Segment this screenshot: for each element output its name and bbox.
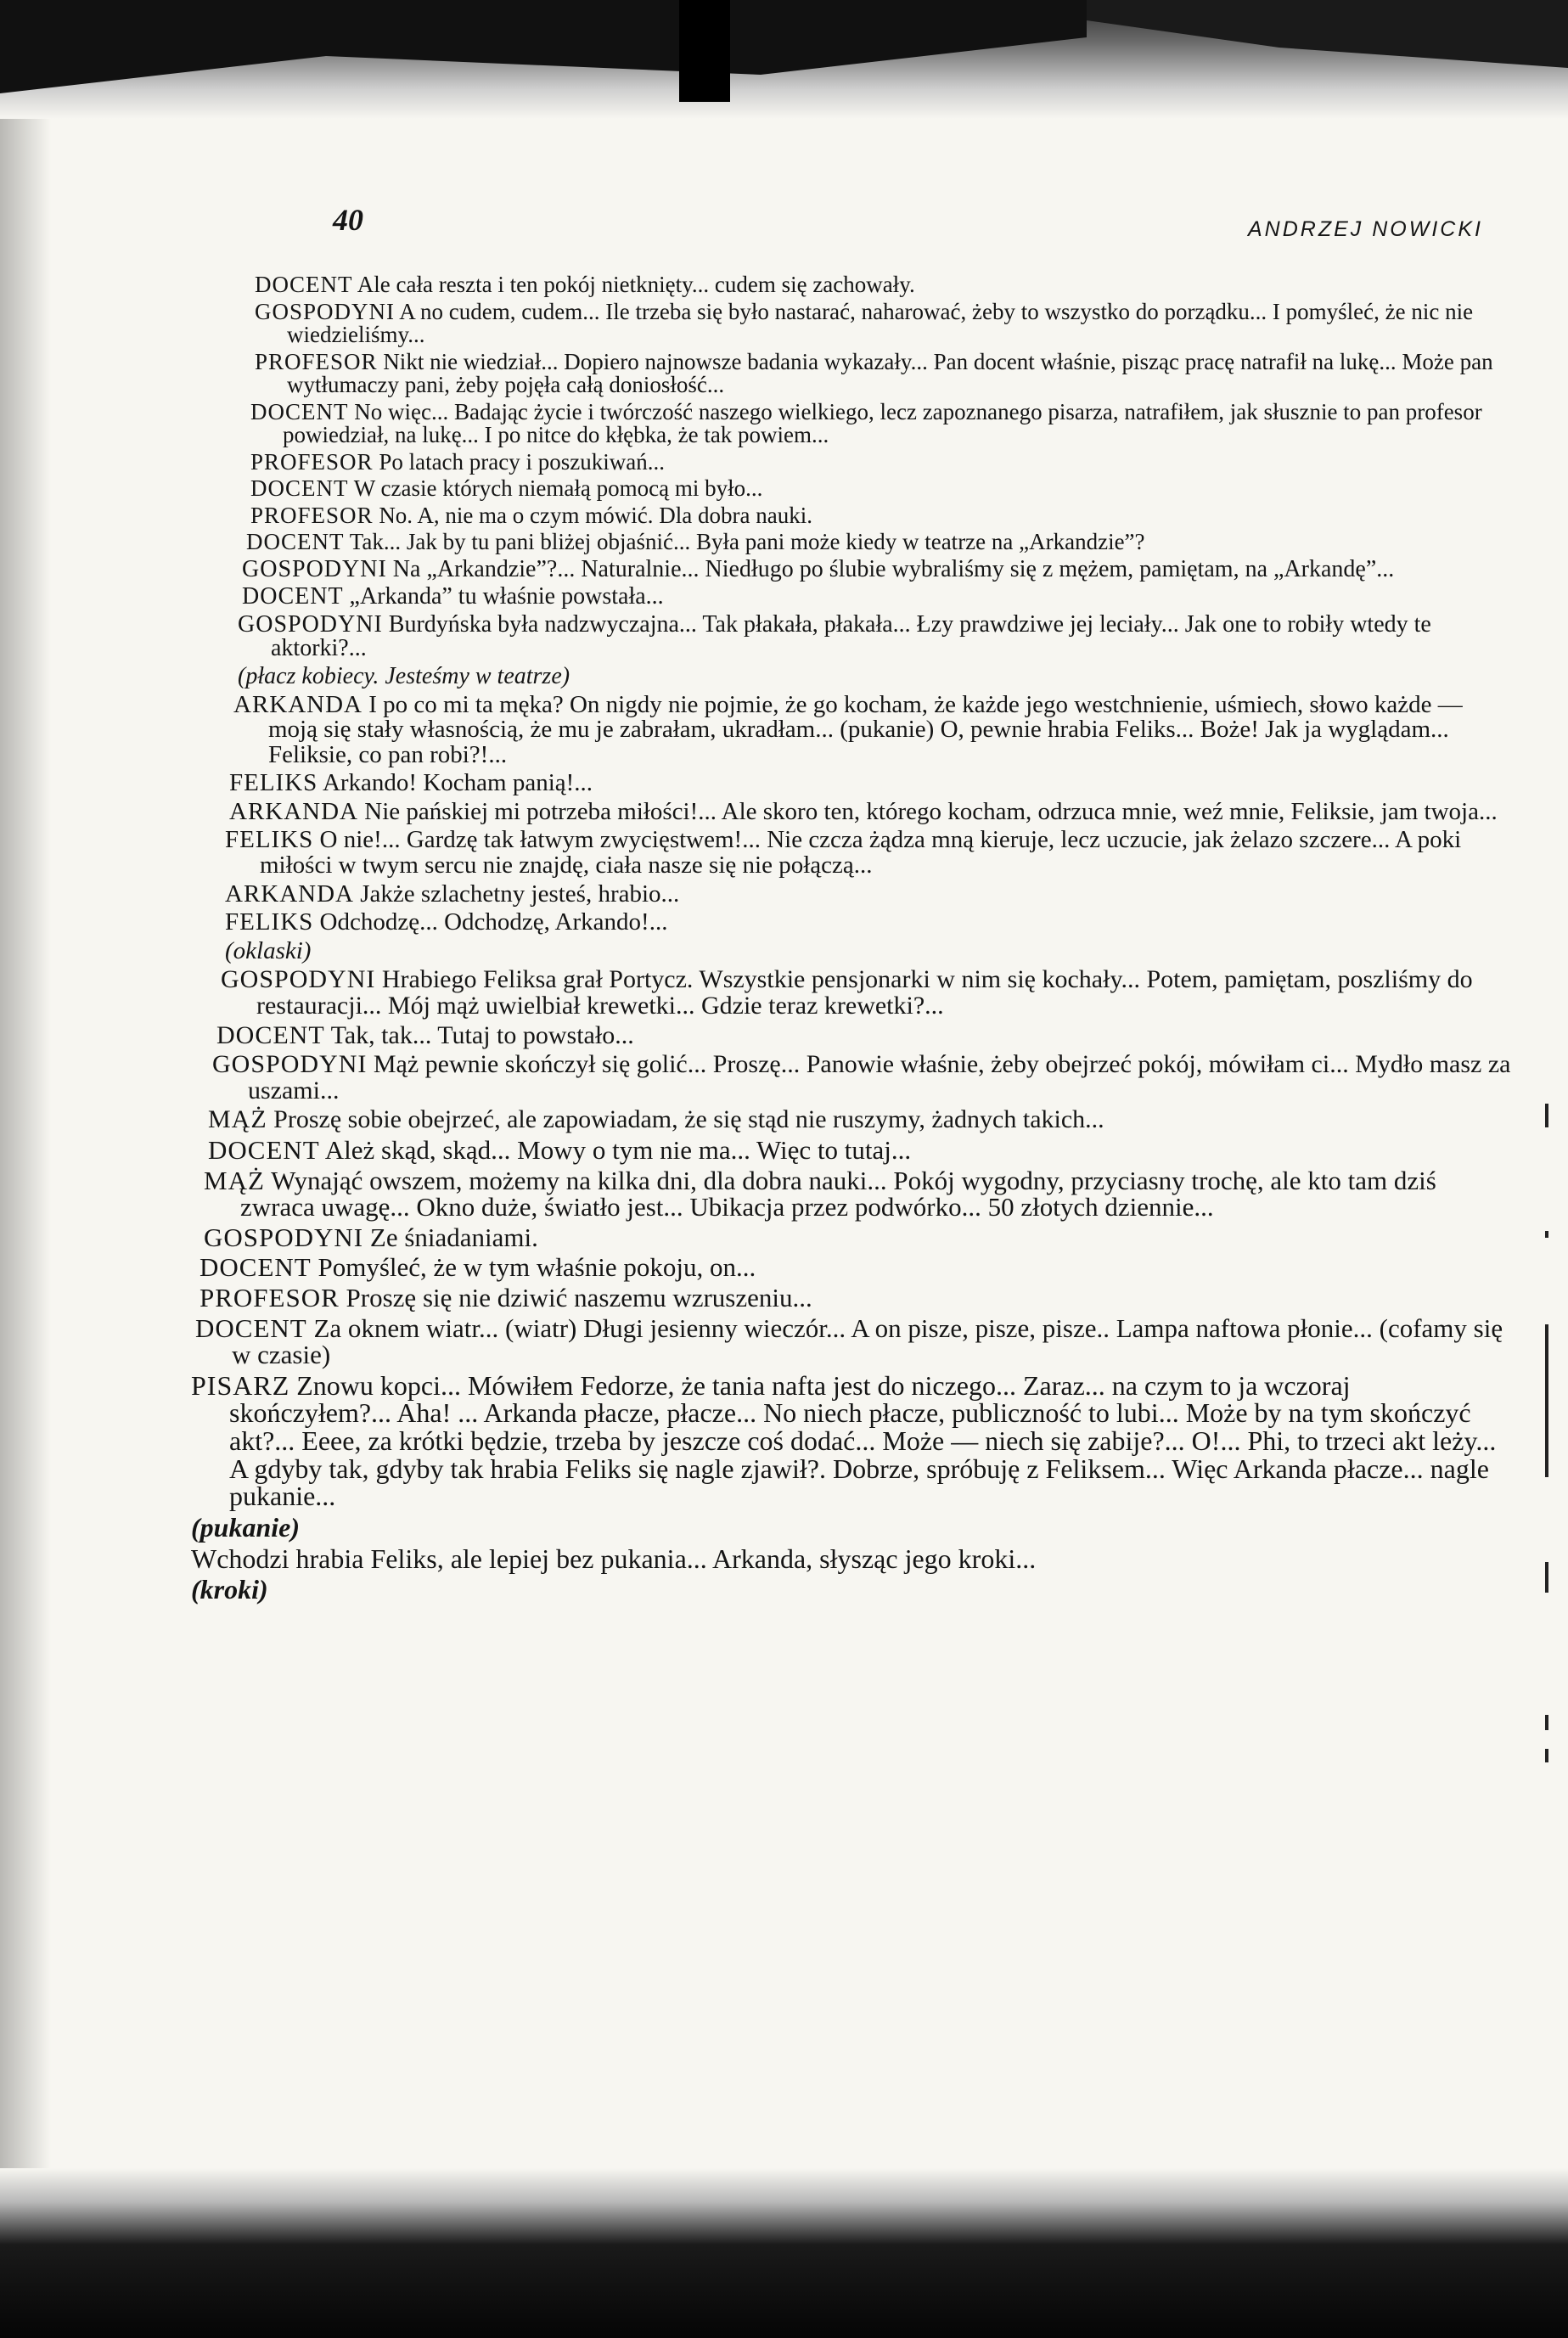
dialogue-text: Wchodzi hrabia Feliks, ale lepiej bez pukania... Arkanda, słysząc jego kroki... [191,1543,1037,1574]
dialogue-text: No. A, nie ma o czym mówić. Dla dobra nauki. [379,502,812,528]
speaker-name: FELIKS [225,908,314,936]
dialogue-paragraph [225,882,1511,908]
dialogue-text: Znowu kopci... Mówiłem Fedorze, że tania nafta jest do niczego... Zaraz... na czym to ja wczoraj skończyłem?... Aha! ... Arkanda płacze, płacze... No niech płacze, publiczność to lubi... Może by na tym skończyć akt?... Eeee, za krótki będzie, trzeba by jeszcze coś dodać... Może — niech się zabije?... O!... Phi, to trzeci akt leży... A gdyby tak, gdyby tak hrabia Feliks się nagle zjawił?. Dobrze, spróbuję z Feliksem... Więc Arkanda płacze... nagle pukanie... [229,1369,1497,1512]
speaker-name: DOCENT [250,475,349,502]
dialogue-text: Nikt nie wiedział... Dopiero najnowsze badania wykazały... Pan docent właśnie, pisząc pracę natrafił na lukę... Może pan wytłumaczy pani, żeby pojęła całą doniosłość... [287,348,1493,398]
speaker-name: DOCENT [250,398,349,424]
dialogue-text: Hrabiego Feliksa grał Portycz. Wszystkie pensjonarki w nim się kochały... Potem, pamiętam, poszliśmy do restauracji... Mój mąż uwielbiał krewetki... Gdzie teraz krewetki?... [256,965,1473,1020]
scan-bottom-shadow [0,2168,1568,2338]
stage-direction-text: (oklaski) [225,936,312,964]
running-head: ANDRZEJ NOWICKI [1248,217,1483,241]
dialogue-paragraph [221,967,1511,1019]
speaker-name: GOSPODYNI [255,298,396,324]
speaker-name: PROFESOR [200,1282,340,1312]
dialogue-text: Odchodzę... Odchodzę, Arkando!... [319,908,668,936]
speaker-name: ARKANDA [225,880,354,908]
dialogue-paragraph [204,1167,1511,1221]
dialogue-text: Tak, tak... Tutaj to powstało... [330,1020,634,1049]
dialogue-text: „Arkanda” tu właśnie powstała... [349,583,664,610]
speaker-name: PROFESOR [250,448,374,475]
dialogue-text: Za oknem wiatr... (wiatr) Długi jesienny wieczór... A on pisze, pisze, pisze.. Lampa naftowa płonie... (cofamy się w czasie) [232,1312,1503,1370]
dialogue-text: O nie!... Gardzę tak łatwym zwycięstwem!... Nie czcza żądza mną kieruje, lecz uczucie, jak żelazo szczere... A poki miłości w twym sercu nie znajdę, ciała nasze się nie połączą... [260,826,1462,880]
speaker-name: GOSPODYNI [238,610,383,638]
dialogue-text: Proszę się nie dziwić naszemu wzruszeniu... [346,1282,812,1312]
speaker-name: MĄŻ [204,1165,265,1195]
play-text [191,272,1511,1607]
dialogue-paragraph [225,828,1511,878]
dialogue-text: Proszę sobie obejrzeć, ale zapowiadam, że się stąd nie ruszymy, żadnych takich... [273,1105,1104,1134]
stage-direction [225,936,1511,964]
speaker-name: PROFESOR [250,502,374,528]
speaker-name: GOSPODYNI [204,1222,364,1252]
dialogue-paragraph [246,531,1511,554]
scan-artifact [1087,0,1568,68]
speaker-name: DOCENT [216,1020,325,1049]
stage-direction-text: (płacz kobiecy. Jesteśmy w teatrze) [238,663,570,690]
speaker-name: MĄŻ [208,1105,267,1134]
dialogue-text: Arkando! Kocham panią!... [322,769,593,797]
scan-left-shadow [0,119,51,2168]
speaker-name: GOSPODYNI [242,555,387,582]
dialogue-paragraph [195,1312,1511,1370]
dialogue-paragraph [208,1134,1511,1165]
dialogue-paragraph [216,1020,1511,1049]
dialogue-paragraph [255,273,1511,297]
dialogue-paragraph [225,910,1511,936]
speaker-name: DOCENT [246,529,345,555]
dialogue-text: Jakże szlachetny jesteś, hrabio... [360,880,680,908]
scan-artifact [0,0,1087,93]
speaker-name: DOCENT [255,272,353,297]
dialogue-paragraph [242,585,1511,610]
dialogue-paragraph [191,1545,1511,1573]
speaker-name: ARKANDA [229,797,358,825]
dialogue-paragraph [191,1369,1511,1512]
dialogue-text: Tak... Jak by tu pani bliżej objaśnić... Była pani może kiedy w teatrze na „Arkandzie”? [349,529,1145,555]
speaker-name: GOSPODYNI [212,1050,368,1079]
dialogue-paragraph [200,1254,1511,1281]
dialogue-paragraph [250,398,1511,448]
scan-top-shadow [0,0,1568,119]
stage-direction-text: (kroki) [191,1574,268,1605]
dialogue-paragraph [212,1052,1511,1104]
speaker-name: DOCENT [208,1134,320,1165]
dialogue-text: Burdyńska była nadzwyczajna... Tak płakała, płakała... Łzy prawdziwe jej leciały... Jak one to robiły wtedy te aktorki?... [271,610,1431,662]
dialogue-text: Pomyśleć, że w tym właśnie pokoju, on... [318,1252,756,1283]
dialogue-text: A no cudem, cudem... Ile trzeba się było nastarać, naharować, żeby to wszystko do porządku... I pomyśleć, że nic nie wiedzieliśmy... [287,298,1474,348]
dialogue-text: No więc... Badając życie i twórczość naszego wielkiego, lecz zapoznanego pisarza, natrafiłem, jak słusznie to pan profesor powiedział, na lukę... I po nitce do kłębka, że tak powiem... [283,398,1482,448]
dialogue-paragraph [233,690,1511,768]
dialogue-paragraph [238,610,1511,662]
speaker-name: PROFESOR [255,348,378,374]
scan-artifact [679,0,730,102]
speaker-name: GOSPODYNI [221,965,376,994]
dialogue-text: I po co mi ta męka? On nigdy nie pojmie, że go kocham, że każde jego westchnienie, uśmiech, słowo każde — moją się stały własnością, że mu je zabrałam, ukradłam... (pukanie) O, pewnie hrabia Feliks... Boże! Jak ja wyglądam... Feliksie, co pan robi?!... [268,690,1463,768]
dialogue-text: Mąż pewnie skończył się golić... Proszę... Panowie właśnie, żeby obejrzeć pokój, mówiłam ci... Mydło masz za uszami... [248,1050,1511,1104]
speaker-name: FELIKS [229,769,318,797]
page-number: 40 [333,203,363,237]
dialogue-paragraph [250,477,1511,501]
dialogue-paragraph [229,771,1511,796]
dialogue-paragraph [255,298,1511,348]
speaker-name: DOCENT [195,1312,307,1343]
dialogue-text: Po latach pracy i poszukiwań... [379,448,665,475]
speaker-name: DOCENT [200,1252,312,1283]
dialogue-text: Wynająć owszem, możemy na kilka dni, dla dobra nauki... Pokój wygodny, przyciasny trochę, ale kto tam dziś zwraca uwagę... Okno duże, światło jest... Ubikacja przez podwórko... 50 złotych dziennie... [240,1165,1436,1222]
speaker-name: ARKANDA [233,690,362,718]
stage-direction-text: (pukanie) [191,1511,300,1543]
dialogue-paragraph [242,555,1511,582]
stage-direction [191,1511,1511,1543]
dialogue-paragraph [208,1107,1511,1133]
speaker-name: FELIKS [225,826,314,854]
stage-direction [191,1576,1511,1604]
dialogue-paragraph [250,504,1511,528]
dialogue-paragraph [229,797,1511,825]
dialogue-paragraph [250,448,1511,475]
dialogue-paragraph [200,1284,1511,1312]
stage-direction [238,665,1511,689]
dialogue-text: Ze śniadaniami. [369,1222,538,1252]
speaker-name: PISARZ [191,1369,290,1401]
speaker-name: DOCENT [242,583,344,610]
margin-marks [1545,1104,1555,1953]
dialogue-paragraph [255,348,1511,398]
dialogue-text: Na „Arkandzie”?... Naturalnie... Niedługo po ślubie wybraliśmy się z mężem, pamiętam, na „Arkandę”... [392,555,1395,582]
dialogue-paragraph [204,1224,1511,1251]
dialogue-text: W czasie których niemałą pomocą mi było... [353,475,763,502]
dialogue-text: Ale cała reszta i ten pokój nietknięty... cudem się zachowały. [357,272,915,297]
dialogue-text: Nie pańskiej mi potrzeba miłości!... Ale skoro ten, którego kocham, odrzuca mnie, weź mnie, Feliksie, jam twoja... [364,797,1498,825]
dialogue-text: Ależ skąd, skąd... Mowy o tym nie ma... Więc to tutaj... [324,1134,912,1165]
